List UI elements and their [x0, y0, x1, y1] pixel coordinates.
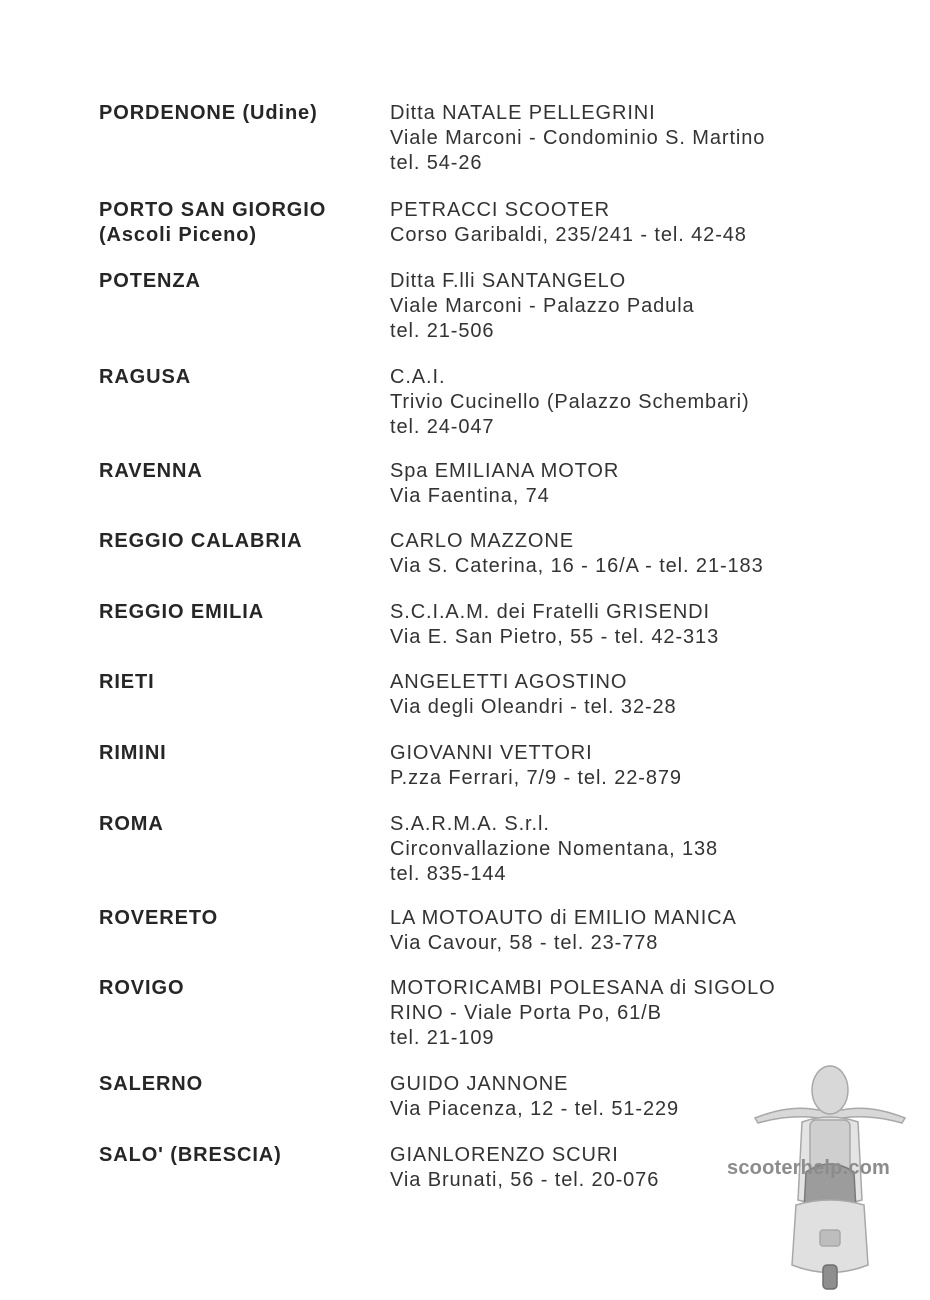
dealer-address: Via S. Caterina, 16 - 16/A - tel. 21-183 — [390, 555, 764, 577]
dealer-info — [390, 600, 719, 650]
dealer-name: S.C.I.A.M. dei Fratelli GRISENDI — [390, 601, 710, 623]
city-name: RIETI — [99, 671, 155, 693]
dealer-name: GUIDO JANNONE — [390, 1073, 569, 1095]
dealer-name: GIOVANNI VETTORI — [390, 742, 593, 764]
dealer-info — [390, 976, 776, 1051]
dealer-address: Via E. San Pietro, 55 - tel. 42-313 — [390, 626, 720, 648]
dealer-name: LA MOTOAUTO di EMILIO MANICA — [390, 907, 737, 929]
dealer-name: Spa EMILIANA MOTOR — [390, 460, 620, 482]
dealer-address: tel. 24-047 — [390, 416, 495, 438]
city-name: ROMA — [99, 813, 164, 835]
dealer-info — [390, 459, 619, 509]
dealer-info — [390, 198, 747, 248]
city-name: RAVENNA — [99, 460, 203, 482]
dealer-name: S.A.R.M.A. S.r.l. — [390, 813, 550, 835]
city-name: REGGIO CALABRIA — [99, 530, 303, 552]
dealer-name: CARLO MAZZONE — [390, 530, 574, 552]
dealer-info — [390, 741, 682, 791]
dealer-info — [390, 101, 765, 176]
dealer-name: GIANLORENZO SCURI — [390, 1144, 619, 1166]
dealer-info — [390, 365, 750, 440]
dealer-info — [390, 529, 764, 579]
dealer-address: Trivio Cucinello (Palazzo Schembari) — [390, 391, 750, 413]
city-name: ROVIGO — [99, 977, 185, 999]
city-name: ROVERETO — [99, 907, 219, 929]
city-name: SALERNO — [99, 1073, 204, 1095]
dealer-info — [390, 906, 737, 956]
dealer-address: Via Brunati, 56 - tel. 20-076 — [390, 1169, 660, 1191]
dealer-address: Viale Marconi - Palazzo Padula — [390, 295, 695, 317]
dealer-address: Via Cavour, 58 - tel. 23-778 — [390, 932, 659, 954]
dealer-name: Ditta F.lli SANTANGELO — [390, 270, 627, 292]
dealer-address: Corso Garibaldi, 235/241 - tel. 42-48 — [390, 224, 747, 246]
dealer-info — [390, 269, 695, 344]
dealer-address: Via Piacenza, 12 - tel. 51-229 — [390, 1098, 680, 1120]
city-name: POTENZA — [99, 270, 201, 292]
city-name: RAGUSA — [99, 366, 192, 388]
dealer-info — [390, 670, 677, 720]
dealer-address: Circonvallazione Nomentana, 138 — [390, 838, 719, 860]
dealer-name: C.A.I. — [390, 366, 446, 388]
city-name: PORDENONE (Udine) — [99, 102, 318, 124]
dealer-address: tel. 21-109 — [390, 1027, 495, 1049]
city-name: SALO' (BRESCIA) — [99, 1144, 282, 1166]
dealer-name: MOTORICAMBI POLESANA di SIGOLO — [390, 977, 776, 999]
dealer-address: tel. 21-506 — [390, 320, 495, 342]
dealer-address: tel. 54-26 — [390, 152, 483, 174]
dealer-address: tel. 835-144 — [390, 863, 507, 885]
dealer-address: Viale Marconi - Condominio S. Martino — [390, 127, 766, 149]
dealer-info — [390, 1072, 679, 1122]
dealer-address: P.zza Ferrari, 7/9 - tel. 22-879 — [390, 767, 682, 789]
city-name: REGGIO EMILIA — [99, 601, 265, 623]
dealer-info — [390, 812, 718, 887]
city-name: RIMINI — [99, 742, 167, 764]
watermark-text: scooterhelp.com — [727, 1157, 891, 1179]
dealer-name: Ditta NATALE PELLEGRINI — [390, 102, 656, 124]
dealer-address: RINO - Viale Porta Po, 61/B — [390, 1002, 662, 1024]
dealer-name: ANGELETTI AGOSTINO — [390, 671, 628, 693]
dealer-address: Via Faentina, 74 — [390, 485, 550, 507]
dealer-info — [390, 1143, 659, 1193]
city-name: PORTO SAN GIORGIO (Ascoli Piceno) — [99, 199, 327, 246]
dealer-name: PETRACCI SCOOTER — [390, 199, 610, 221]
dealer-address: Via degli Oleandri - tel. 32-28 — [390, 696, 677, 718]
